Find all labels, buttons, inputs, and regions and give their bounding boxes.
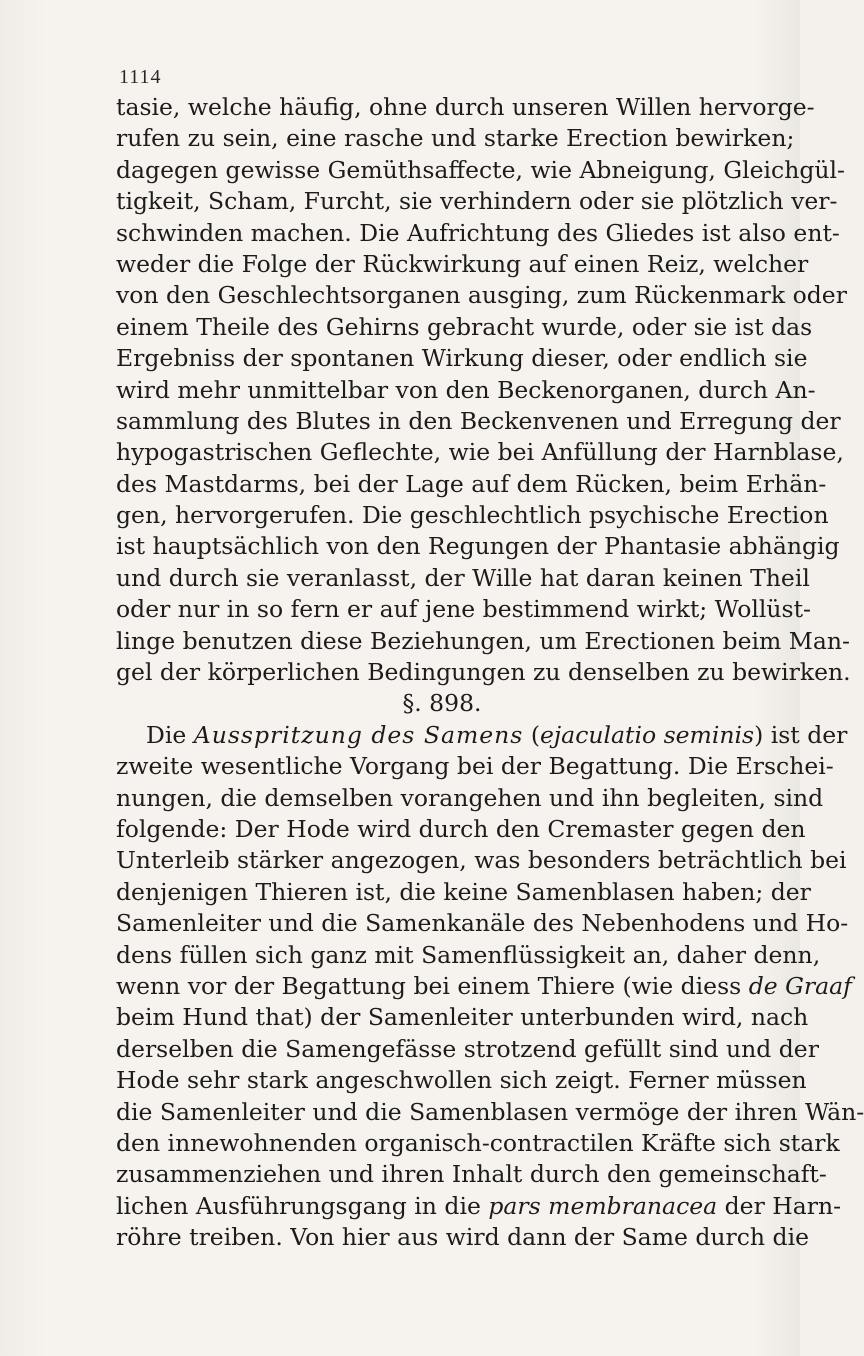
text-line: tasie, welche häufig, ohne durch unseren Willen hervorge-	[116, 93, 815, 121]
text-fragment: lichen Ausführungsgang in die	[116, 1191, 489, 1220]
text-line: zweite wesentliche Vorgang bei der Begattung. Die Erschei-	[116, 752, 834, 781]
text-line: beim Hund that) der Samenleiter unterbunden wird, nach	[116, 1003, 809, 1032]
author-name: de Graaf	[748, 971, 852, 1000]
text-line: linge benutzen diese Beziehungen, um Erectionen beim Man-	[116, 626, 850, 655]
text-fragment: Die	[146, 720, 194, 749]
text-line: tigkeit, Scham, Furcht, sie verhindern oder sie plötzlich ver-	[116, 187, 838, 216]
text-fragment: ) ist der	[754, 720, 848, 749]
text-line: dens füllen sich ganz mit Samenflüssigkeit an, daher denn,	[116, 940, 821, 969]
text-line: und durch sie veranlasst, der Wille hat daran keinen Theil	[116, 563, 810, 592]
text-line	[116, 1191, 842, 1222]
page-number: 1114	[119, 66, 162, 88]
text-line: denjenigen Thieren ist, die keine Samenblasen haben; der	[116, 877, 811, 906]
latin-term: ejaculatio seminis	[539, 720, 755, 749]
body-text	[116, 92, 864, 1253]
text-line: von den Geschlechtsorganen ausging, zum Rückenmark oder	[116, 281, 847, 310]
text-line: schwinden machen. Die Aufrichtung des Gliedes ist also ent-	[116, 218, 840, 247]
text-line: einem Theile des Gehirns gebracht wurde, oder sie ist das	[116, 312, 813, 341]
text-line: die Samenleiter und die Samenblasen vermöge der ihren Wän-	[116, 1097, 864, 1126]
text-line: oder nur in so fern er auf jene bestimmend wirkt; Wollüst-	[116, 595, 811, 624]
text-fragment: (	[523, 720, 540, 749]
text-line: Ergebniss der spontanen Wirkung dieser, oder endlich sie	[116, 344, 808, 373]
text-fragment: der Harn-	[717, 1191, 842, 1220]
section-first-line	[116, 720, 848, 751]
text-line: hypogastrischen Geflechte, wie bei Anfüllung der Harnblase,	[116, 438, 844, 467]
text-line: weder die Folge der Rückwirkung auf einen Reiz, welcher	[116, 249, 809, 278]
text-line: röhre treiben. Von hier aus wird dann der Same durch die	[116, 1223, 809, 1252]
text-line: rufen zu sein, eine rasche und starke Erection bewirken;	[116, 124, 795, 153]
text-line: nungen, die demselben vorangehen und ihn begleiten, sind	[116, 783, 824, 812]
text-line: ist hauptsächlich von den Regungen der Phantasie abhängig	[116, 532, 840, 561]
text-line	[116, 971, 852, 1002]
text-line: wird mehr unmittelbar von den Beckenorganen, durch An-	[116, 375, 816, 404]
italic-term: Ausspritzung des Samens	[193, 720, 524, 749]
text-line: den innewohnenden organisch-contractilen Kräfte sich stark	[116, 1128, 840, 1157]
text-line: gen, hervorgerufen. Die geschlechtlich psychische Erection	[116, 501, 829, 530]
text-line: folgende: Der Hode wird durch den Cremaster gegen den	[116, 814, 806, 843]
text-fragment: wenn vor der Begattung bei einem Thiere (wie diess	[116, 971, 749, 1000]
section-heading: §. 898.	[402, 689, 482, 718]
text-line: gel der körperlichen Bedingungen zu denselben zu bewirken.	[116, 658, 851, 687]
text-line: Hode sehr stark angeschwollen sich zeigt. Ferner müssen	[116, 1066, 807, 1095]
text-line: des Mastdarms, bei der Lage auf dem Rücken, beim Erhän-	[116, 469, 827, 498]
text-line: Samenleiter und die Samenkanäle des Nebenhodens und Ho-	[116, 909, 849, 938]
text-line: Unterleib stärker angezogen, was besonders beträchtlich bei	[116, 846, 847, 875]
text-line: sammlung des Blutes in den Beckenvenen und Erregung der	[116, 406, 841, 435]
text-line: zusammenziehen und ihren Inhalt durch den gemeinschaft-	[116, 1160, 827, 1189]
text-line: derselben die Samengefässe strotzend gefüllt sind und der	[116, 1034, 819, 1063]
latin-term: pars membranacea	[488, 1191, 718, 1220]
text-line: dagegen gewisse Gemüthsaffecte, wie Abneigung, Gleichgül-	[116, 155, 845, 184]
